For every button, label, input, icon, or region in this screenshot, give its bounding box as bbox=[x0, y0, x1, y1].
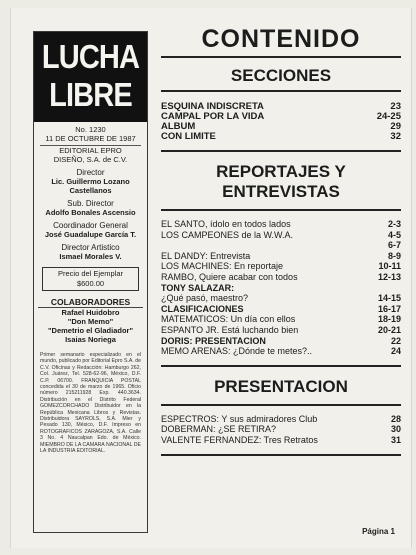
collaborator: "Demetrio el Gladiador" bbox=[47, 326, 134, 335]
item-label: RAMBO, Quiere acabar con todos bbox=[161, 271, 298, 282]
collaborators-title: COLABORADORES bbox=[38, 297, 143, 308]
item-page: 6-7 bbox=[387, 240, 401, 251]
issue-number: No. 1230 bbox=[75, 125, 106, 134]
item-page: 23 bbox=[390, 101, 401, 112]
item-label: ESPANTO JR. Está luchando bien bbox=[161, 324, 299, 335]
item-page: 14-15 bbox=[377, 293, 401, 304]
collaborator: Isaias Noriega bbox=[65, 335, 116, 344]
list-item[interactable] bbox=[161, 272, 401, 283]
presentacion-heading: PRESENTACION bbox=[214, 376, 348, 396]
subdirector-name: Adolfo Bonales Ascensio bbox=[45, 208, 136, 217]
item-label: CLASIFICACIONES bbox=[161, 303, 244, 314]
item-label: DOBERMAN: ¿SE RETIRA? bbox=[161, 424, 277, 435]
secciones-heading: SECCIONES bbox=[230, 66, 332, 85]
contents-title: CONTENIDO bbox=[201, 25, 361, 53]
list-item[interactable] bbox=[161, 414, 401, 425]
presentacion-list bbox=[161, 414, 401, 446]
item-page: 32 bbox=[390, 131, 401, 142]
list-item[interactable] bbox=[161, 261, 401, 272]
item-page: 4-5 bbox=[387, 229, 401, 240]
item-page: 12-13 bbox=[377, 271, 401, 282]
list-item[interactable] bbox=[161, 435, 401, 446]
list-item[interactable] bbox=[161, 240, 401, 251]
director-block bbox=[34, 168, 147, 195]
item-page: 10-11 bbox=[378, 261, 401, 272]
divider bbox=[161, 150, 401, 152]
item-label: VALENTE FERNANDEZ: Tres Retratos bbox=[161, 434, 318, 445]
masthead-column bbox=[33, 31, 148, 533]
list-item[interactable] bbox=[161, 112, 401, 122]
logo-line-1: LUCHA bbox=[41, 38, 140, 75]
item-label: ALBUM bbox=[161, 121, 196, 132]
list-item[interactable] bbox=[161, 230, 401, 241]
magazine-page bbox=[10, 8, 412, 548]
list-item[interactable] bbox=[161, 304, 401, 315]
logo-line-2: LIBRE bbox=[49, 76, 132, 113]
item-page: 18-19 bbox=[377, 314, 401, 325]
list-item[interactable] bbox=[161, 424, 401, 435]
issue-date: 11 DE OCTUBRE DE 1987 bbox=[40, 134, 141, 146]
item-page: 24 bbox=[390, 346, 401, 357]
item-page: 31 bbox=[390, 434, 401, 445]
director-role: Director bbox=[76, 168, 105, 177]
item-label: TONY SALAZAR: bbox=[161, 282, 235, 293]
item-page: 20-21 bbox=[377, 324, 401, 335]
list-item[interactable] bbox=[161, 314, 401, 325]
item-page: 2-3 bbox=[387, 219, 401, 229]
price-box bbox=[42, 267, 139, 291]
subdirector-block bbox=[34, 199, 147, 217]
item-page: 22 bbox=[390, 335, 401, 346]
item-label: MEMO ARENAS: ¿Dónde te metes?.. bbox=[161, 346, 313, 357]
divider bbox=[161, 454, 401, 456]
divider bbox=[161, 90, 401, 92]
list-item[interactable] bbox=[161, 251, 401, 262]
divider bbox=[161, 365, 401, 367]
collaborators-list bbox=[34, 308, 147, 344]
reportajes-list bbox=[161, 219, 401, 357]
director-name: Lic. Guillermo Lozano Castellanos bbox=[51, 177, 130, 195]
publisher-line-1: EDITORIAL EPRO bbox=[59, 146, 122, 155]
item-label: EL DANDY: Entrevista bbox=[161, 250, 251, 261]
list-item[interactable] bbox=[161, 346, 401, 357]
item-page: 28 bbox=[390, 413, 401, 424]
coordinator-block bbox=[34, 221, 147, 239]
divider bbox=[161, 404, 401, 406]
art-director-role: Director Artistico bbox=[61, 243, 120, 252]
item-label: LOS MACHINES: En reportaje bbox=[161, 261, 284, 272]
item-page: 8-9 bbox=[387, 250, 401, 261]
legal-notice: Primer semanario especializado en el mundo, publicado por Editorial Epro S.A. de C.V. Oficinas y Redacción: Hamburgo 262, Col. Juárez, Tel. 528-62-96, México, D.F. C.P. 06700. FRANQUICIA POSTAL concedida el 30 de marzo de 1965. Oficio número 215211928 Exp. 440.3634. Distribución en el Distrito Federal GOMEZCORCHADO Distribuidor en la República Mexicana Libros y Revistas. Distribuidora SAYROLS, S.A. Mier y Pesado 130, México, D.F. Impreso en ROTOGRAFICOS ZARAGOZA, S.A. Calle 3 No. 4 Naucalpan Edo. de México. MIEMBRO DE LA CAMARA NACIONAL DE LA INDUSTRIA EDITORIAL. bbox=[40, 352, 141, 455]
reportajes-heading-1: REPORTAJES Y bbox=[216, 162, 346, 181]
item-label: ¿Qué pasó, maestro? bbox=[161, 293, 249, 304]
item-page: 29 bbox=[390, 121, 401, 132]
issue-info bbox=[34, 125, 147, 164]
list-item[interactable] bbox=[161, 132, 401, 142]
divider bbox=[161, 209, 401, 211]
price-label: Precio del Ejemplar bbox=[57, 269, 124, 278]
reportajes-heading-2: ENTREVISTAS bbox=[222, 182, 340, 201]
coordinator-role: Coordinador General bbox=[53, 221, 128, 230]
art-director-block bbox=[34, 243, 147, 261]
item-label: EL SANTO, ídolo en todos lados bbox=[161, 219, 291, 229]
contents-column bbox=[161, 24, 401, 456]
item-label: LOS CAMPEONES de la W.W.A. bbox=[161, 229, 294, 240]
item-label: MATEMATICOS: Un día con ellos bbox=[161, 314, 296, 325]
item-page: 30 bbox=[390, 424, 401, 435]
subdirector-role: Sub. Director bbox=[67, 199, 114, 208]
item-label: ESQUINA INDISCRETA bbox=[161, 101, 264, 112]
item-label: CON LIMITE bbox=[161, 131, 216, 142]
collaborator: Rafael Huidobro bbox=[61, 308, 120, 317]
lucha-libre-logo bbox=[34, 32, 147, 122]
item-label: DORIS: PRESENTACION bbox=[161, 335, 266, 346]
coordinator-name: José Guadalupe García T. bbox=[44, 230, 137, 239]
price-value: $600.00 bbox=[76, 279, 105, 288]
item-page: 24-25 bbox=[376, 111, 401, 122]
list-item[interactable] bbox=[161, 293, 401, 304]
publisher-line-2: DISEÑO, S.A. de C.V. bbox=[53, 155, 128, 164]
list-item[interactable] bbox=[161, 325, 401, 336]
list-item[interactable] bbox=[161, 219, 401, 230]
divider bbox=[161, 56, 401, 58]
item-label: ESPECTROS: Y sus admiradores Club bbox=[161, 413, 318, 424]
collaborator: "Don Memo" bbox=[67, 317, 114, 326]
secciones-list bbox=[161, 102, 401, 142]
list-item[interactable] bbox=[161, 283, 401, 294]
page-number: Página 1 bbox=[362, 527, 395, 536]
item-label: CAMPAL POR LA VIDA bbox=[161, 111, 265, 122]
list-item[interactable] bbox=[161, 336, 401, 347]
art-director-name: Ismael Morales V. bbox=[59, 252, 122, 261]
item-page: 16-17 bbox=[377, 303, 401, 314]
